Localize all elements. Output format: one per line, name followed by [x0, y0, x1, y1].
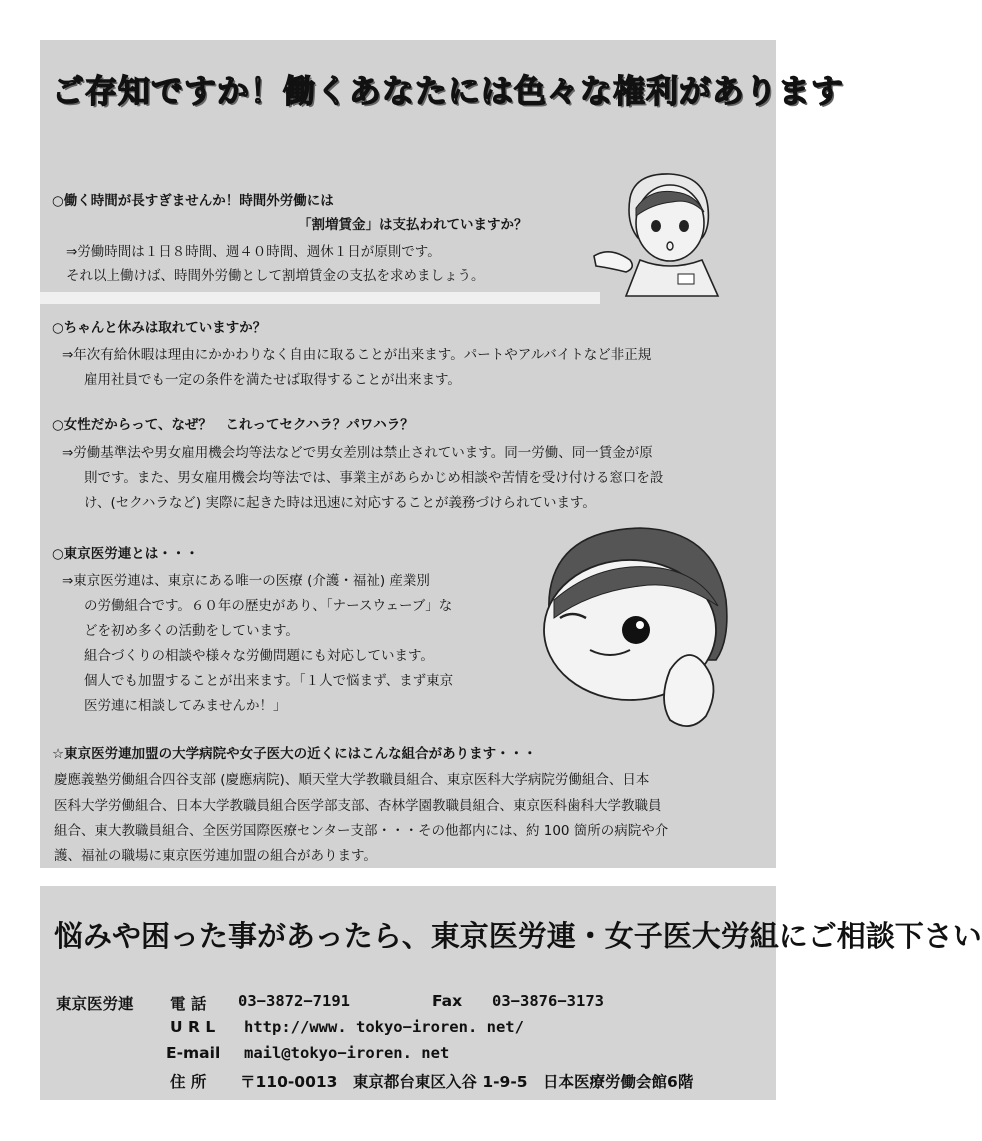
q2-line2: 雇用社員でも一定の条件を満たせば取得することが出来ます。 — [84, 372, 461, 388]
q3-title: ○女性だからって、なぜ？ これってセクハラ？パワハラ？ — [52, 417, 414, 433]
q4-line5: 個人でも加盟することが出来ます。「１人で悩まず、まず東京 — [84, 673, 454, 689]
winking-character-illustration — [530, 520, 750, 750]
q5-line2: 医科大学労働組合、日本大学教職員組合医学部支部、杏林学園教職員組合、東京医科歯科大学教職員 — [54, 798, 662, 814]
q1-line2: それ以上働けば、時間外労働として割増賃金の支払を求めましょう。 — [66, 268, 485, 284]
q3-line1: ⇒労働基準法や男女雇用機会均等法などで男女差別は禁止されています。同一労働、同一賃金が原 — [62, 445, 653, 461]
q3-line3: け、(セクハラなど) 実際に起きた時は迅速に対応することが義務づけられています。 — [84, 495, 596, 511]
fax-label: Fax — [432, 992, 463, 1010]
q5-line4: 護、福祉の職場に東京医労連加盟の組合があります。 — [54, 848, 377, 864]
bottom-headline: 悩みや困った事があったら、東京医労連・女子医大労組にご相談下さい — [54, 919, 982, 953]
q5-line1: 慶應義塾労働組合四谷支部 (慶應病院)、順天堂大学教職員組合、東京医科大学病院労働組合、日本 — [54, 772, 650, 788]
q2-line1: ⇒年次有給休暇は理由にかかわりなく自由に取ることが出来ます。パートやアルバイトなど非正規 — [62, 347, 652, 363]
fold-mark — [40, 292, 600, 304]
tel-label: 電 話 — [170, 995, 207, 1013]
nurse-illustration — [590, 168, 750, 298]
q3-line2: 則です。また、男女雇用機会均等法では、事業主があらかじめ相談や苦情を受け付ける窓口を設 — [84, 470, 664, 486]
q4-title: ○東京医労連とは・・・ — [52, 546, 199, 562]
q5-line3: 組合、東大教職員組合、全医労国際医療センター支部・・・その他都内には、約 100 箇所の病院や介 — [54, 823, 669, 839]
q4-line3: どを初め多くの活動をしています。 — [84, 623, 299, 639]
q4-line6: 医労連に相談してみませんか！」 — [84, 698, 287, 714]
q4-line2: の労働組合です。６０年の歴史があり、「ナースウェーブ」な — [84, 598, 453, 614]
url-link[interactable]: http://www. tokyo−iroren. net/ — [244, 1018, 524, 1036]
q1-line1: ⇒労働時間は１日８時間、週４０時間、週休１日が原則です。 — [66, 244, 441, 260]
headline: ご存知ですか！働くあなたには色々な権利があります — [52, 72, 845, 110]
tel-value: 03−3872−7191 — [238, 992, 350, 1010]
email-label: E-mail — [166, 1044, 221, 1062]
address-label: 住 所 — [170, 1073, 207, 1091]
address-value: 〒110-0013 東京都台東区入谷 1-9-5 日本医療労働会館6階 — [240, 1073, 694, 1091]
fax-value: 03−3876−3173 — [492, 992, 604, 1010]
q1-title2: 「割増賃金」は支払われていますか？ — [298, 217, 528, 233]
q2-title: ○ちゃんと休みは取れていますか？ — [52, 320, 267, 336]
q4-line1: ⇒東京医労連は、東京にある唯一の医療 (介護・福祉) 産業別 — [62, 573, 430, 589]
url-label: U R L — [170, 1018, 216, 1036]
q4-line4: 組合づくりの相談や様々な労働問題にも対応しています。 — [84, 648, 434, 664]
contact-org: 東京医労連 — [56, 995, 134, 1013]
q1-title: ○働く時間が長すぎませんか！時間外労働には — [52, 193, 334, 209]
email-link[interactable]: mail@tokyo−iroren. net — [244, 1044, 450, 1062]
q5-title: ☆東京医労連加盟の大学病院や女子医大の近くにはこんな組合があります・・・ — [52, 746, 537, 762]
